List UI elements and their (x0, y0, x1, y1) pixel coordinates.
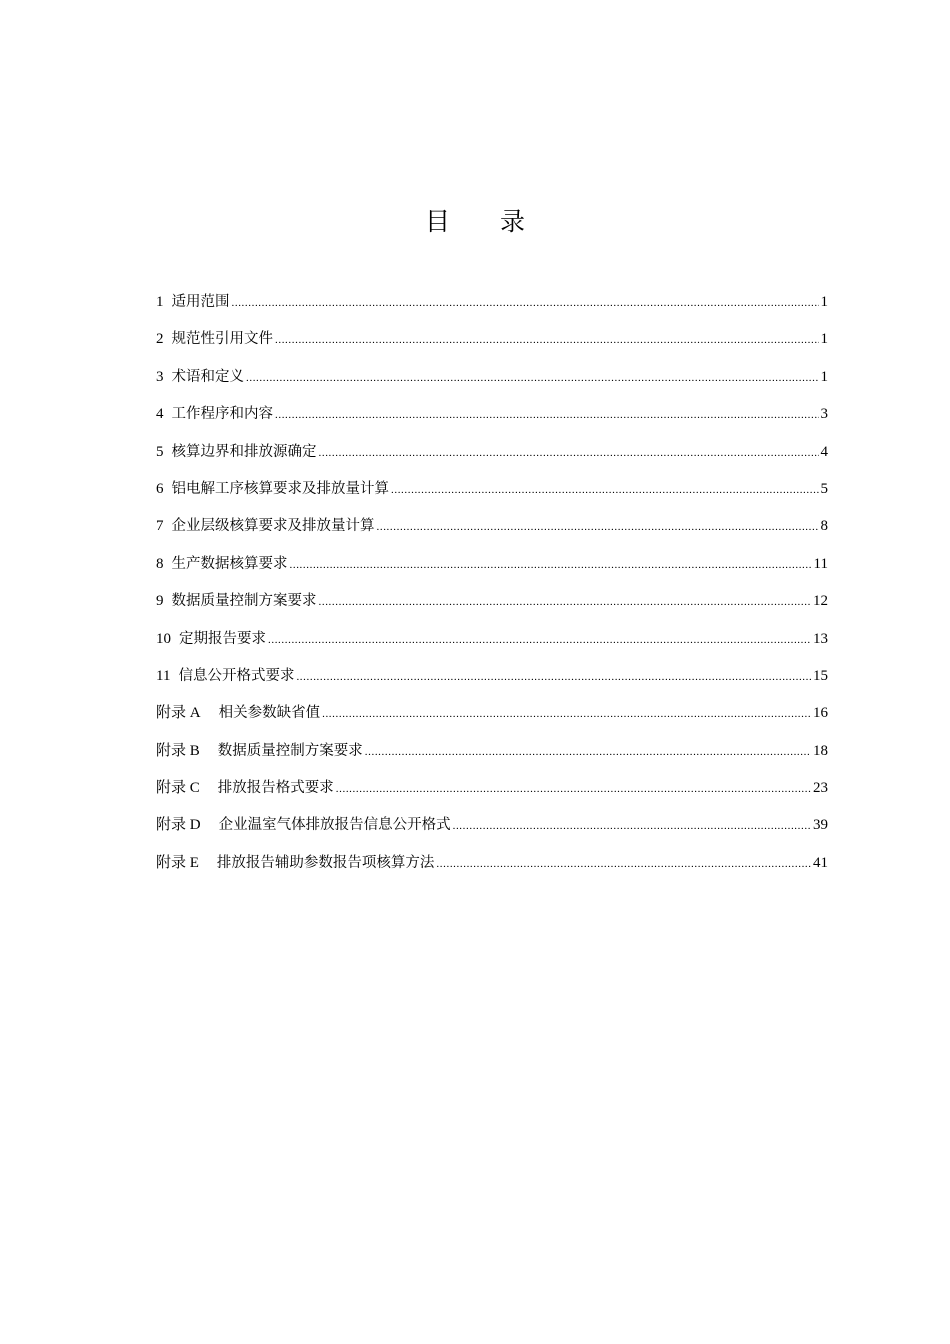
toc-entry-title: 生产数据核算要求 (171, 555, 288, 572)
toc-entry-title: 企业层级核算要求及排放量计算 (171, 518, 375, 535)
toc-leader-dots (275, 397, 819, 434)
toc-entry-number: 5 (156, 443, 164, 460)
toc-leader-dots (365, 734, 811, 771)
toc-entry-11[interactable] (156, 658, 828, 695)
toc-entry-page: 8 (820, 518, 828, 535)
toc-entry-number: 附录 E (156, 854, 199, 871)
toc-entry-appendix-c[interactable] (156, 770, 828, 807)
toc-leader-dots (232, 285, 819, 322)
toc-entry-title: 相关参数缺省值 (218, 705, 321, 722)
toc-entry-4[interactable] (156, 396, 828, 433)
toc-entry-number: 附录 C (156, 780, 200, 797)
toc-leader-dots (436, 846, 811, 883)
toc-entry-title: 数据质量控制方案要求 (171, 593, 317, 610)
toc-entry-9[interactable] (156, 583, 828, 620)
toc-title-right: 录 (500, 207, 526, 236)
toc-entry-2[interactable] (156, 321, 828, 358)
toc-entry-title: 规范性引用文件 (171, 331, 273, 348)
toc-entry-number: 10 (156, 630, 171, 647)
toc-entry-title: 排放报告辅助参数报告项核算方法 (216, 854, 435, 871)
toc-leader-dots (290, 547, 812, 584)
toc-entry-title: 术语和定义 (171, 368, 244, 385)
toc-leader-dots (391, 472, 819, 509)
toc-entry-6[interactable] (156, 471, 828, 508)
toc-entry-appendix-d[interactable] (156, 807, 828, 844)
toc-entry-page: 41 (813, 854, 828, 871)
toc-leader-dots (377, 509, 819, 546)
table-of-contents (156, 284, 828, 882)
toc-entry-page: 18 (813, 742, 828, 759)
toc-entry-page: 39 (813, 817, 828, 834)
toc-entry-title: 工作程序和内容 (171, 406, 273, 423)
toc-entry-number: 8 (156, 555, 164, 572)
toc-leader-dots (322, 696, 811, 733)
toc-entry-number: 9 (156, 593, 164, 610)
toc-entry-page: 4 (820, 443, 828, 460)
toc-leader-dots (336, 771, 811, 808)
toc-entry-page: 23 (813, 780, 828, 797)
toc-entry-7[interactable] (156, 508, 828, 545)
toc-entry-number: 2 (156, 331, 164, 348)
toc-leader-dots (319, 584, 812, 621)
toc-entry-page: 1 (820, 368, 828, 385)
toc-entry-number: 附录 A (156, 705, 201, 722)
toc-entry-page: 5 (820, 480, 828, 497)
toc-entry-title: 企业温室气体排放报告信息公开格式 (218, 817, 451, 834)
toc-entry-number: 附录 D (156, 817, 201, 834)
toc-entry-page: 16 (813, 705, 828, 722)
toc-entry-appendix-a[interactable] (156, 695, 828, 732)
toc-entry-page: 1 (820, 331, 828, 348)
toc-title (0, 204, 950, 240)
toc-leader-dots (268, 622, 811, 659)
toc-entry-title: 核算边界和排放源确定 (171, 443, 317, 460)
toc-entry-number: 附录 B (156, 742, 200, 759)
toc-entry-page: 15 (813, 667, 828, 684)
toc-entry-page: 1 (820, 294, 828, 310)
toc-leader-dots (296, 659, 811, 696)
toc-entry-number: 6 (156, 480, 164, 497)
toc-leader-dots (319, 435, 819, 472)
toc-entry-title: 定期报告要求 (179, 630, 266, 647)
toc-entry-title: 铝电解工序核算要求及排放量计算 (171, 480, 389, 497)
toc-entry-page: 12 (813, 593, 828, 610)
toc-entry-page: 3 (820, 406, 828, 423)
toc-entry-10[interactable] (156, 621, 828, 658)
toc-entry-title: 排放报告格式要求 (217, 780, 334, 797)
toc-entry-8[interactable] (156, 546, 828, 583)
toc-entry-title: 数据质量控制方案要求 (217, 742, 363, 759)
toc-entry-appendix-e[interactable] (156, 845, 828, 882)
toc-leader-dots (246, 360, 819, 397)
toc-entry-5[interactable] (156, 434, 828, 471)
toc-entry-page: 13 (813, 630, 828, 647)
toc-entry-number: 3 (156, 368, 164, 385)
toc-title-left: 目 (424, 207, 450, 236)
toc-entry-title: 适用范围 (171, 294, 230, 310)
toc-entry-appendix-b[interactable] (156, 733, 828, 770)
toc-entry-1[interactable] (156, 284, 828, 321)
toc-entry-page: 11 (813, 555, 828, 572)
toc-leader-dots (275, 322, 819, 359)
toc-entry-title: 信息公开格式要求 (178, 667, 295, 684)
toc-entry-3[interactable] (156, 359, 828, 396)
toc-entry-number: 11 (156, 667, 171, 684)
toc-entry-number: 1 (156, 294, 164, 310)
toc-entry-number: 7 (156, 518, 164, 535)
toc-entry-number: 4 (156, 406, 164, 423)
toc-leader-dots (453, 808, 811, 845)
